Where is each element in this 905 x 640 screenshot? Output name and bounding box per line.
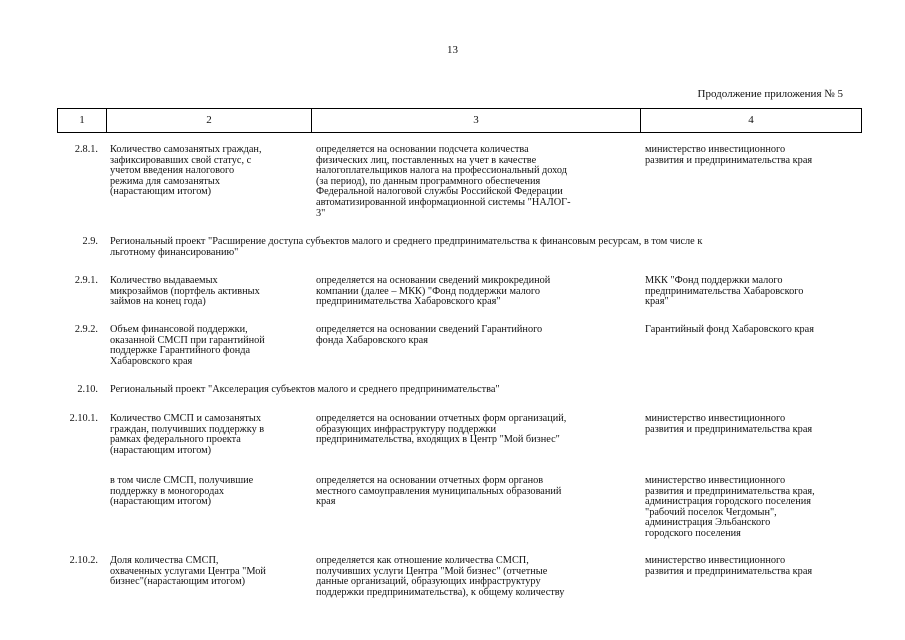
appendix-continuation-label: Продолжение приложения № 5 [697, 88, 843, 100]
responsible-body: министерство инвестиционного развития и предпринимательства края, администрация городского поселения "рабочий поселок Чегдомын", администрация Эльбанского городского поселения [645, 475, 815, 539]
header-col-1: 1 [79, 114, 85, 126]
responsible-body: МКК "Фонд поддержки малого предпринимательства Хабаровского края" [645, 275, 804, 308]
page-number: 13 [447, 44, 458, 56]
indicator-name: Объем финансовой поддержки, оказанной СМСП при гарантийной поддержке Гарантийного фонда Хабаровского края [110, 324, 265, 367]
regional-project-title: Региональный проект "Акселерация субъектов малого и среднего предпринимательства" [110, 384, 500, 395]
header-col-2: 2 [206, 114, 212, 126]
indicator-name: Доля количества СМСП, охваченных услугами Центра "Мой бизнес"(нарастающим итогом) [110, 555, 266, 588]
header-col-4: 4 [748, 114, 754, 126]
indicator-name: Количество выдаваемых микрозаймов (портфель активных займов на конец года) [110, 275, 260, 308]
responsible-body: министерство инвестиционного развития и предпринимательства края [645, 413, 813, 435]
calculation-method: определяется на основании сведений Гарантийного фонда Хабаровского края [316, 324, 543, 346]
row-number: 2.9.1. [74, 275, 98, 286]
calculation-method: определяется на основании отчетных форм организаций, образующих инфраструктуру поддержки предпринимательства, входящих в Центр "Мой бизнес" [316, 413, 567, 446]
responsible-body: министерство инвестиционного развития и предпринимательства края [645, 144, 813, 166]
indicator-name: в том числе СМСП, получившие поддержку в моногородах (нарастающим итогом) [110, 475, 254, 508]
row-number: 2.10.2. [69, 555, 98, 566]
indicator-name: Количество СМСП и самозанятых граждан, получивших поддержку в рамках федерального проекта (нарастающим итогом) [110, 413, 265, 456]
calculation-method: определяется на основании сведений микрокрединой компании (далее – МКК) "Фонд поддержки малого предпринимательства Хабаровского края" [316, 275, 551, 308]
header-col-3: 3 [473, 114, 479, 126]
indicator-name: Количество самозанятых граждан, зафиксировавших свой статус, с учетом введения налогового режима для самозанятых (нарастающим итогом) [110, 144, 262, 198]
calculation-method: определяется на основании отчетных форм органов местного самоуправления муниципальных образований края [316, 475, 562, 508]
row-number: 2.10.1. [69, 413, 98, 424]
row-number: 2.8.1. [74, 144, 98, 155]
calculation-method: определяется как отношение количества СМСП, получивших услуги Центра "Мой бизнес" (отчетные данные организаций, образующих инфраструктуру поддержки предпринимательства), к общему количеству [316, 555, 565, 598]
regional-project-title: Региональный проект "Расширение доступа субъектов малого и среднего предпринимательства к финансовым ресурсам, в том числе к льготному финансированию" [110, 236, 703, 258]
row-number: 2.10. [77, 384, 98, 395]
row-number: 2.9. [82, 236, 98, 247]
responsible-body: министерство инвестиционного развития и предпринимательства края [645, 555, 813, 577]
table-header-row [57, 108, 862, 133]
calculation-method: определяется на основании подсчета количества физических лиц, поставленных на учет в качестве налогоплательщиков налога на профессиональный доход (за период), по данным программного обеспечения Федеральной налоговой службы Российской Федерации автоматизированной информационной системы "НАЛОГ- 3" [316, 144, 571, 219]
responsible-body: Гарантийный фонд Хабаровского края [645, 324, 814, 335]
row-number: 2.9.2. [74, 324, 98, 335]
